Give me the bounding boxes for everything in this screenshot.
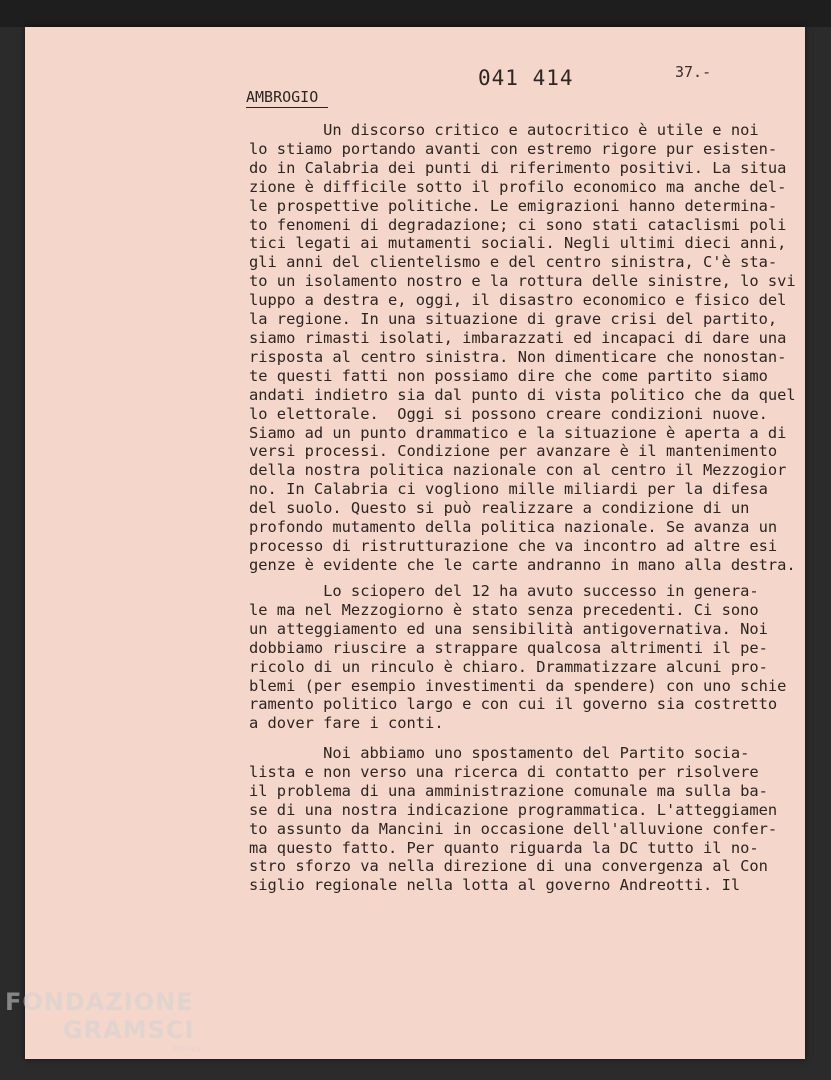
text-line: le ma nel Mezzogiorno è stato senza precedenti. Ci sono [249,600,759,619]
text-line: ma questo fatto. Per quanto riguarda la DC tutto il no- [249,838,759,857]
text-line: to fenomeni di degradazione; ci sono stati cataclismi poli [249,215,787,234]
text-line: Siamo ad un punto drammatico e la situazione è aperta a di [249,423,787,442]
paragraph-2 [249,582,809,733]
text-line: ramento politico largo e con cui il governo sia costretto [249,695,778,714]
page-number: 37.- [675,63,712,81]
text-line: gli anni del clientelismo e del centro sinistra, C'è sta- [249,253,778,272]
text-line: siglio regionale nella lotta al governo Andreotti. Il [249,876,741,895]
text-line: do in Calabria dei punti di riferimento positivi. La situa [249,158,787,177]
text-line: la regione. In una situazione di grave crisi del partito, [249,310,778,329]
text-line: dobbiamo riuscire a strappare qualcosa altrimenti il pe- [249,638,768,657]
watermark-line-2: GRAMSCI [63,1016,195,1044]
text-line: to un isolamento nostro e la rottura delle sinistre, lo svi [249,272,796,291]
text-line: Lo sciopero del 12 ha avuto successo in genera- [249,582,759,600]
text-line: a dover fare i conti. [249,714,444,733]
text-line: lo elettorale. Oggi si possono creare condizioni nuove. [249,404,768,423]
text-line: lista e non verso una ricerca di contatto per risolvere [249,762,759,781]
text-line: Noi abbiamo uno spostamento del Partito socia- [249,744,750,762]
text-line: stro sforzo va nella direzione di una convergenza al Con [249,857,768,876]
archive-page-id: 041 414 [478,66,574,90]
text-line: ricolo di un rinculo è chiaro. Drammatizzare alcuni pro- [249,657,768,676]
text-line: zione è difficile sotto il profilo economico ma anche del- [249,177,787,196]
text-line: profondo mutamento della politica nazionale. Se avanza un [249,518,778,537]
text-line: versi processi. Condizione per avanzare è il mantenimento [249,442,778,461]
text-line: andati indietro sia dal punto di vista politico che da quel [249,385,796,404]
paragraph-1 [249,121,809,575]
fondazione-gramsci-watermark [5,988,203,1054]
speaker-heading: AMBROGIO [246,88,328,108]
text-line: no. In Calabria ci vogliono mille miliardi per la difesa [249,480,768,499]
text-line: genze è evidente che le carte andranno in mano alla destra. [249,555,796,574]
text-line: un atteggiamento ed una sensibilità antigovernativa. Noi [249,619,768,638]
watermark-line-1: FONDAZIONE [5,988,194,1016]
scanner-backdrop [0,0,831,27]
text-line: del suolo. Questo si può realizzare a condizione di un [249,499,750,518]
text-line: Un discorso critico e autocritico è utile e noi [249,121,759,139]
text-line: risposta al centro sinistra. Non dimenticare che nonostan- [249,347,787,366]
text-line: blemi (per esempio investimenti da spendere) con uno schie [249,676,787,695]
text-line: il problema di una amministrazione comunale ma sulla ba- [249,781,768,800]
paragraph-3 [249,744,809,895]
text-line: te questi fatti non possiamo dire che come partito siamo [249,366,768,385]
text-line: se di una nostra indicazione programmatica. L'atteggiamen [249,800,778,819]
text-line: luppo a destra e, oggi, il disastro economico e fisico del [249,291,787,310]
watermark-line-3: onlus [173,1044,203,1054]
text-line: processo di ristrutturazione che va incontro ad altre esi [249,536,778,555]
text-line: della nostra politica nazionale con al centro il Mezzogior [249,461,787,480]
text-line: lo stiamo portando avanti con estremo rigore pur esisten- [249,139,778,158]
text-line: siamo rimasti isolati, imbarazzati ed incapaci di dare una [249,328,787,347]
text-line: le prospettive politiche. Le emigrazioni hanno determina- [249,196,778,215]
text-line: to assunto da Mancini in occasione dell'alluvione confer- [249,819,778,838]
text-line: tici legati ai mutamenti sociali. Negli ultimi dieci anni, [249,234,787,253]
